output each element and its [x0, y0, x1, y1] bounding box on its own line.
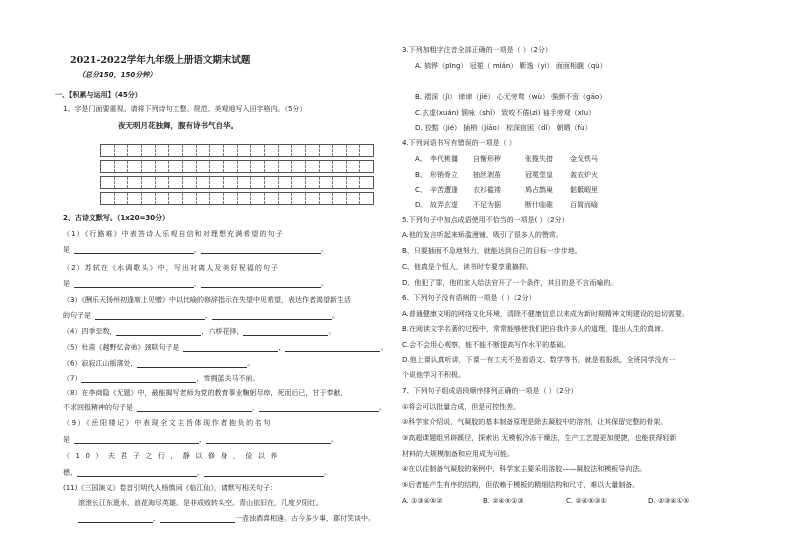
- q4-word: 故弄玄虚: [430, 201, 458, 209]
- q4-word: 冠冕堂皇: [525, 171, 553, 179]
- q7-option-b: B. ②④⑤①③: [483, 497, 524, 505]
- q3-option-d: D. 狡黠（jié） 插梢（jiāo） 棕深宿困（dǐ） 朝晒（fù）: [415, 124, 592, 132]
- s2-line10b: 德， ， 。: [63, 468, 331, 477]
- q5-option-c: C、他真是个恒人，读书时专要享重摘抑。: [402, 263, 533, 271]
- s2-line1a: （1）《行路难》中表答诗人乐观自信和对理想充满希望的句子: [63, 230, 284, 238]
- s2-line11b: 滚滚长江东逝水，浪花淘尽英雄。是非成败转头空。青山依旧在，几度夕阳红。: [78, 499, 323, 507]
- q3-option-c: C.玄虚(xuán) 簇咏（shǐ） 致咬不倦(zì) 袖手旁观（xīu）: [415, 109, 596, 117]
- s2-line9a: （9）《岳阳楼记》中表现全文主旨体现作者抱负的名句: [63, 419, 272, 427]
- s2-line10a: （10）夫君子之行，静以修身，俭以养: [63, 452, 283, 460]
- q3-option-a: A. 鸫铧（pīng） 冠冕（ miǎn） 靳逸（yì） 面面相觑（qù）: [415, 62, 607, 70]
- s2-line3a: （3）《酬乐天扬州初逢席上见赠》中以比喻的修辞指示在失望中见希望，表达作者渴望新生活: [63, 296, 351, 304]
- q6-option-d-line2: 个说他学习不积极。: [402, 371, 465, 379]
- grid-row: [100, 176, 374, 189]
- q7-item: ③高超课题组另辟蹊径，探索出 无模板冷冻干燥法，生产工艺提更加便捷，也能获得轻新: [402, 434, 677, 442]
- s2-line7: （7） ，雪拥蓝关马不前。: [63, 374, 260, 383]
- q7-item: ④在以往制备气凝胶的案例中，科学家主要采用溶胶——凝胶法和模板导向法。: [402, 465, 647, 473]
- section1-heading: 一、【积累与运用】（45分）: [55, 91, 142, 99]
- q7-stem: 7、下列句子组成语段顺序排列正确的一项是（ ）（2分）: [402, 387, 578, 395]
- q5-stem: 5.下列句子中加点成语使用不恰当的一项是( ）（2分）: [402, 216, 569, 224]
- q4-word: 自惭形秽: [473, 155, 501, 163]
- s2-line5: （5）杜甫《越野忆舍弟》颈联句子是 ， 。: [63, 343, 388, 352]
- grid-row: [100, 160, 374, 173]
- s2-line6: （6）寂寂江山摇落处， 。: [63, 359, 255, 368]
- q5-option-b: B、只要插面不急地努力，就能达到自己的目标一步步地。: [402, 247, 582, 255]
- q7-option-d: D. ②③④①⑤: [648, 497, 690, 505]
- q6-option-d-line1: D.他上课认真听讲，下课一有工夫不是看语文、数学等书，就是看报纸，全班同学没有一: [402, 356, 676, 364]
- q6-option-c: C.会不会用心观察，能不能不断提高写作水平的基础。: [402, 341, 571, 349]
- q7-item: ①将会可以批量合成，但是可控性差。: [402, 403, 521, 411]
- q7-item: ⑤后者能产生有序的结构，但依赖于模板的精细结构和尺寸，难以大量制备。: [402, 481, 640, 489]
- q4-word: 百简而喻: [570, 201, 598, 209]
- q4-word: 李代桃僵: [430, 155, 458, 163]
- s2-line1b: 是 ， 。: [63, 245, 328, 254]
- q6-option-a: A.普通健康文明的网络文化环境，清除不健康信息以来成为新时期精神文明建设的迫切需要。: [402, 310, 689, 318]
- q4-option-label: D、: [415, 201, 428, 209]
- grid-row: [100, 144, 374, 157]
- q4-option-label: A、: [415, 155, 427, 163]
- q4-word: 衣衫褴褛: [473, 186, 501, 194]
- q4-word: 轰衣炉火: [570, 171, 598, 179]
- q4-word: 不足为据: [473, 201, 501, 209]
- q4-option-label: C、: [415, 186, 427, 194]
- q3-stem: 3.下列加粗字注音全部正确的一项是（ ）（2分）: [402, 46, 552, 54]
- q4-word: 辛苦遭逢: [430, 186, 458, 194]
- s2-line2b: 是 ， 。: [63, 279, 328, 288]
- poem-line: 夜无明月花独舞，腹有诗书气自华。: [118, 121, 238, 130]
- s2-line8a: （8）在李商隐《无题》中，最能揭写老师为党的教育事业鞠躬尽瘁，死而后已，甘于奉献，: [63, 389, 348, 397]
- q4-word: 鸠占鹊巢: [525, 186, 553, 194]
- q6-stem: 6、下列句子没有语病的一项是（ ）（2分）: [402, 294, 536, 302]
- s2-line9b: 是 ， 。: [63, 435, 338, 444]
- q5-option-d: D、他犯了罪，他的家人给法官开了一个条件，其目的是不言而喻的。: [402, 279, 618, 287]
- q7-option-c: C. ②④⑤③①: [566, 497, 607, 505]
- q5-option-a: A.他的发言听起来矫滥漫铺，吸引了很多人的赞赏。: [402, 231, 563, 239]
- q4-word: 金戈铁马: [570, 155, 598, 163]
- writing-grid: [100, 144, 374, 208]
- q4-word: 形销骨立: [430, 171, 458, 179]
- s2-line11c: ， 一壶浊酒喜相逢。古今多少事，都付笑谈中。: [78, 514, 375, 523]
- q7-option-a: A. ①③④⑤②: [402, 497, 443, 505]
- exam-subtitle: （总分150，150分钟）: [78, 71, 157, 79]
- s2-line11a: (11)《三国演义》卷首引明代人杨慎词《临江仙》，请默写相关句子：: [63, 484, 277, 492]
- q4-word: 骷骶暇里: [570, 186, 598, 194]
- q4-option-label: B、: [415, 171, 427, 179]
- q3-option-b: B. 褶深（jì） 谛谛（jié） 心无旁骛（wù） 强颜不啻（gāo）: [415, 93, 607, 101]
- exam-title: 2021-2022学年九年级上册语文期末试题: [70, 55, 251, 66]
- q4-word: 断什临碓: [525, 201, 553, 209]
- s2-line2a: （2）苏轼在《水调歌头》中，写出对离人及美好祝福的句子: [63, 264, 280, 272]
- q7-item: 材料的大规模制备和应用成为可能。: [402, 450, 514, 458]
- s2-line8b: 不求回报精神的句子是 ， 。: [63, 403, 386, 412]
- q4-stem: 4.下列词语书写有错误的一项是（ ）: [402, 139, 516, 147]
- section2-heading: 2、古诗文默写。（1x20=30分）: [63, 214, 170, 222]
- q4-word: 抽丝剥茧: [473, 171, 501, 179]
- q6-option-b: B.在阅读文学名著的过程中，常常能够使我们把自我许多人的道理，提出人生的真谛。: [402, 325, 669, 333]
- q4-word: 张揽失措: [525, 155, 553, 163]
- s2-line4: （4）四季至数， ，六桥花择， 。: [63, 327, 336, 336]
- q7-item: ②科学家介绍说，气凝胶的基本制备原理是除去凝胶中的溶剂，让其保留完整的骨架。: [402, 418, 668, 426]
- grid-row: [100, 192, 374, 205]
- s2-line3b: 的句子是 ， 。: [63, 311, 339, 320]
- q1-stem: 1、字是门面要重视。请将下列诗句工整、规范、美观地写入田字格内。（5分）: [63, 105, 307, 113]
